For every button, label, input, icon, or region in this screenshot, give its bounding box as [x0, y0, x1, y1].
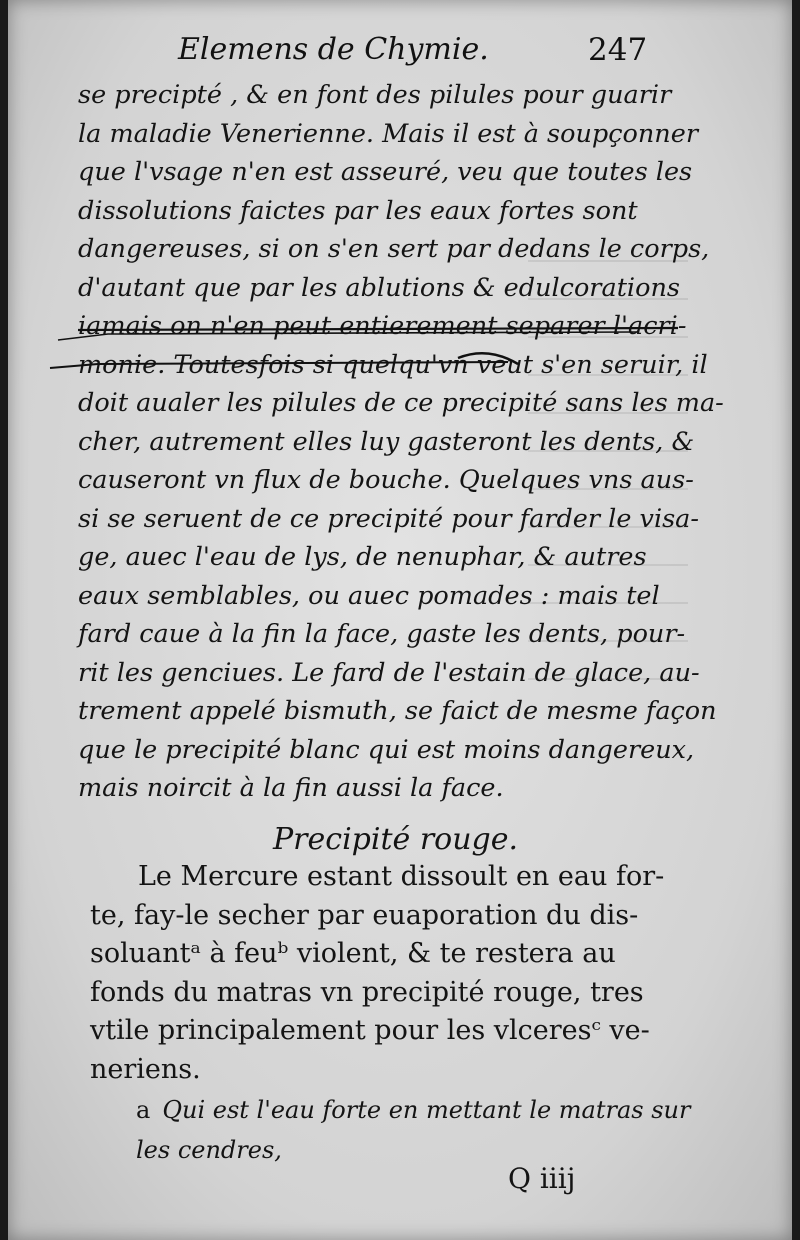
text-line: rit les genciues. Le fard de l'estain de glace, au-: [78, 657, 700, 688]
page-header: [178, 32, 678, 78]
text-line: vtile principalement pour les vlceresᶜ ve-: [90, 1015, 650, 1046]
text-line: monie. Toutesfois si quelqu'vn veut s'en seruir, il: [78, 349, 708, 380]
text-line: neriens.: [90, 1053, 201, 1085]
text-line: ge, auec l'eau de lys, de nenuphar, & autres: [78, 542, 647, 572]
section-heading: Precipité rouge.: [273, 822, 519, 857]
text-line: fonds du matras vn precipité rouge, tres: [90, 976, 644, 1008]
text-line: soluantᵃ à feuᵇ violent, & te restera au: [90, 938, 616, 969]
italic-paragraph: [78, 76, 724, 808]
footnote-line: les cendres,: [136, 1136, 282, 1164]
book-page: [8, 0, 792, 1240]
text-line: trement appelé bismuth, se faict de mesme façon: [78, 696, 717, 726]
text-line: doit aualer les pilules de ce precipité sans les ma-: [78, 388, 724, 418]
text-line: eaux semblables, ou auec pomades : mais tel: [78, 580, 660, 611]
text-line: que l'vsage n'en est asseuré, veu que toutes les: [78, 157, 693, 187]
footnote-marker: a: [136, 1096, 151, 1124]
text-line: te, fay-le secher par euaporation du dis-: [90, 899, 639, 931]
text-line: se precipté , & en font des pilules pour guarir: [78, 80, 672, 110]
text-line: si se seruent de ce precipité pour farder le visa-: [78, 503, 700, 534]
text-line: causeront vn flux de bouche. Quelques vns aus-: [78, 465, 694, 495]
handwritten-underline-mark: [38, 324, 708, 384]
running-title: Elemens de Chymie.: [178, 32, 489, 67]
text-line: que le precipité blanc qui est moins dangereux,: [78, 734, 695, 765]
text-line: fard caue à la fin la face, gaste les dents, pour-: [78, 619, 686, 649]
footnote: [136, 1090, 696, 1170]
text-line: Le Mercure estant dissoult en eau for-: [138, 861, 665, 892]
text-line: d'autant que par les ablutions & edulcorations: [78, 272, 680, 303]
text-line: cher, autrement elles luy gasteront les dents, &: [78, 426, 695, 457]
text-line: dissolutions faictes par les eaux fortes sont: [78, 195, 638, 226]
text-line: dangereuses, si on s'en sert par dedans le corps,: [78, 234, 710, 264]
text-line: iamais on n'en peut entierement separer l'acri-: [78, 311, 687, 341]
roman-paragraph: [90, 858, 690, 1089]
signature-catchword: Q iiij: [508, 1162, 576, 1195]
text-line: la maladie Venerienne. Mais il est à soupçonner: [78, 118, 699, 149]
page-number: 247: [588, 32, 648, 68]
footnote-line: [136, 1090, 696, 1130]
footnote-text: Qui est l'eau forte en mettant le matras sur: [162, 1096, 691, 1124]
text-line: mais noircit à la fin aussi la face.: [78, 773, 504, 803]
